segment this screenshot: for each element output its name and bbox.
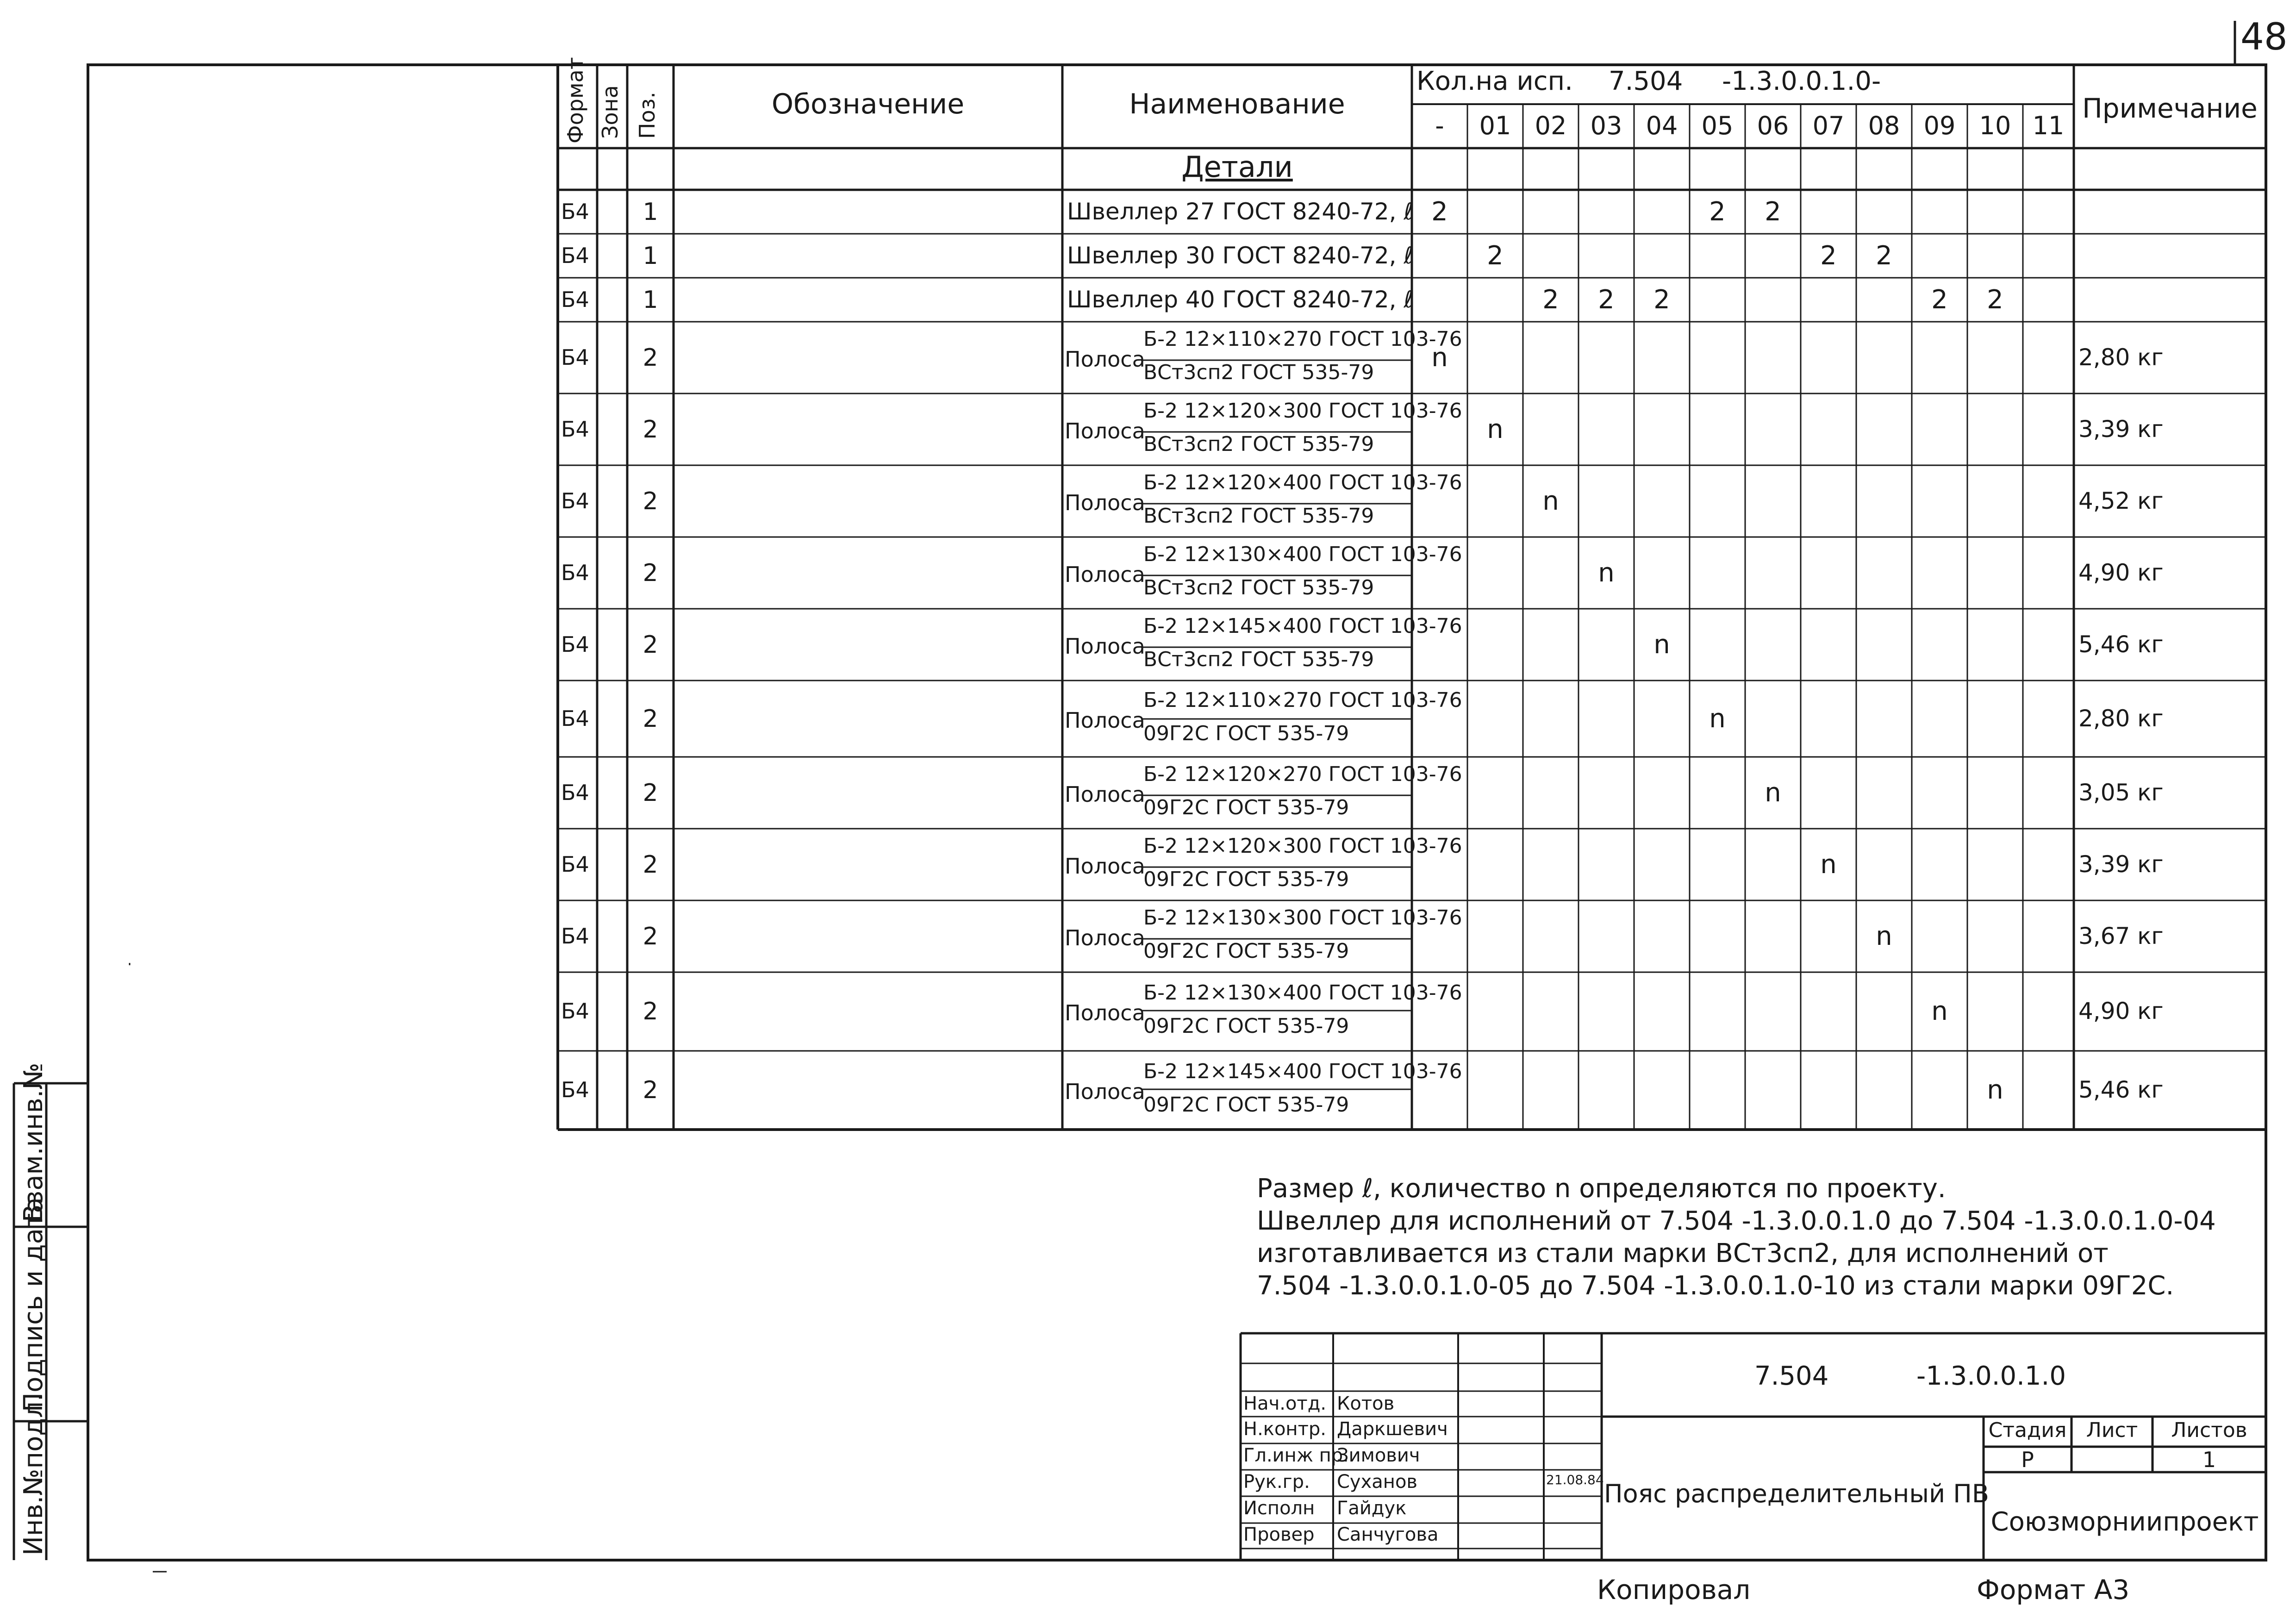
- name-cell: Швеллер 30 ГОСТ 8240-72, ℓ: [1067, 242, 1414, 269]
- note-cell: 5,46 кг: [2078, 631, 2164, 658]
- qty-cell: n: [1765, 777, 1781, 808]
- qty-cell: n: [1987, 1075, 2003, 1105]
- qty-cell: n: [1820, 849, 1837, 880]
- qty-cell: n: [1709, 703, 1726, 734]
- note-cell: 4,90 кг: [2078, 998, 2164, 1024]
- qty-cell: 2: [1876, 240, 1892, 271]
- stamp-role: Исполн: [1243, 1498, 1315, 1519]
- vzam-label: Взам.инв.№: [19, 1062, 49, 1222]
- polosa-label: Полоса: [1065, 853, 1145, 879]
- pos-cell: 1: [643, 286, 658, 314]
- header-qty-label: Кол.на исп.: [1416, 66, 1573, 96]
- format-cell: Б4: [561, 851, 589, 877]
- format-cell: Б4: [561, 416, 589, 442]
- qty-cell: n: [1431, 342, 1448, 373]
- stamp-person-name: Зимович: [1337, 1445, 1420, 1466]
- qty-cell: 2: [1653, 284, 1670, 315]
- polosa-label: Полоса: [1065, 633, 1145, 659]
- format-cell: Б4: [561, 706, 589, 731]
- name-denominator: 09Г2С ГОСТ 535-79: [1143, 1014, 1349, 1038]
- header-pos: Поз.: [635, 92, 660, 139]
- qty-cell: n: [1653, 629, 1670, 660]
- name-denominator: ВСт3сп2 ГОСТ 535-79: [1143, 575, 1374, 600]
- name-numerator: Б-2 12×120×400 ГОСТ 103-76: [1143, 470, 1462, 494]
- header-format: Формат: [563, 57, 588, 144]
- stamp-role: Нач.отд.: [1243, 1393, 1327, 1414]
- qty-cell: 2: [1709, 196, 1726, 227]
- note-cell: 4,90 кг: [2078, 559, 2164, 586]
- qty-cell: 2: [1987, 284, 2003, 315]
- qty-cell: n: [1542, 486, 1559, 516]
- format-cell: Б4: [561, 199, 589, 224]
- format-cell: Б4: [561, 488, 589, 513]
- name-numerator: Б-2 12×120×270 ГОСТ 103-76: [1143, 762, 1462, 786]
- note-cell: 2,80 кг: [2078, 344, 2164, 371]
- name-denominator: 09Г2С ГОСТ 535-79: [1143, 795, 1349, 819]
- note-cell: 2,80 кг: [2078, 705, 2164, 732]
- format-cell: Б4: [561, 560, 589, 585]
- polosa-label: Полоса: [1065, 418, 1145, 443]
- stamp-person-name: Гайдук: [1337, 1498, 1407, 1519]
- qty-col-header: 03: [1590, 111, 1622, 140]
- stamp-org: Союзморниипроект: [1990, 1507, 2259, 1537]
- qty-col-header: 07: [1812, 111, 1845, 140]
- header-note: Примечание: [2082, 93, 2258, 124]
- copied-label: Копировал: [1597, 1574, 1751, 1605]
- stamp-role: Провер: [1243, 1524, 1315, 1545]
- stamp-code: 7.504: [1754, 1361, 1829, 1391]
- sheet-number: 48: [2240, 15, 2288, 58]
- note-line-4: 7.504 -1.3.0.0.1.0-05 до 7.504 -1.3.0.0.1.0-10 из стали марки 09Г2С.: [1257, 1271, 2174, 1301]
- pos-cell: 2: [643, 631, 658, 659]
- inv-no-label: Инв.№подл.: [19, 1393, 49, 1555]
- stage-label: Стадия: [1988, 1418, 2067, 1442]
- qty-cell: 2: [1431, 196, 1448, 227]
- stamp-date: 21.08.84: [1546, 1472, 1604, 1487]
- format-cell: Б4: [561, 1077, 589, 1102]
- polosa-label: Полоса: [1065, 781, 1145, 807]
- qty-col-header: 04: [1646, 111, 1678, 140]
- pos-cell: 2: [643, 850, 658, 879]
- stamp-person-name: Даркшевич: [1337, 1418, 1448, 1440]
- format-cell: Б4: [561, 923, 589, 949]
- pos-cell: 2: [643, 922, 658, 950]
- name-denominator: ВСт3сп2 ГОСТ 535-79: [1143, 432, 1374, 456]
- note-cell: 3,39 кг: [2078, 415, 2164, 443]
- qty-cell: 2: [1542, 284, 1559, 315]
- qty-col-header: 11: [2032, 111, 2065, 140]
- stamp-role: Рук.гр.: [1243, 1471, 1310, 1493]
- polosa-label: Полоса: [1065, 1000, 1145, 1025]
- name-denominator: 09Г2С ГОСТ 535-79: [1143, 939, 1349, 963]
- pos-cell: 2: [643, 1076, 658, 1104]
- qty-cell: n: [1487, 414, 1504, 444]
- qty-cell: 2: [1765, 196, 1781, 227]
- note-cell: 3,39 кг: [2078, 850, 2164, 878]
- sign-date-label: Подпись и дата: [19, 1197, 49, 1412]
- qty-cell: n: [1876, 921, 1892, 951]
- polosa-label: Полоса: [1065, 925, 1145, 950]
- name-denominator: ВСт3сп2 ГОСТ 535-79: [1143, 647, 1374, 671]
- qty-cell: 2: [1820, 240, 1837, 271]
- format-cell: Б4: [561, 780, 589, 805]
- name-numerator: Б-2 12×110×270 ГОСТ 103-76: [1143, 327, 1462, 351]
- qty-cell: 2: [1487, 240, 1504, 271]
- stage-value: Р: [2021, 1447, 2034, 1472]
- stamp-role: Н.контр.: [1243, 1418, 1326, 1440]
- pos-cell: 1: [643, 198, 658, 226]
- pos-cell: 2: [643, 998, 658, 1025]
- polosa-label: Полоса: [1065, 707, 1145, 733]
- name-denominator: 09Г2С ГОСТ 535-79: [1143, 1093, 1349, 1117]
- name-denominator: 09Г2С ГОСТ 535-79: [1143, 721, 1349, 745]
- polosa-label: Полоса: [1065, 346, 1145, 372]
- qty-col-header: -: [1435, 111, 1444, 140]
- note-line-3: изготавливается из стали марки ВСт3сп2, для исполнений от: [1257, 1238, 2109, 1268]
- qty-col-header: 08: [1868, 111, 1900, 140]
- qty-col-header: 06: [1757, 111, 1789, 140]
- name-numerator: Б-2 12×130×400 ГОСТ 103-76: [1143, 542, 1462, 566]
- header-designation: Обозначение: [771, 88, 965, 120]
- polosa-label: Полоса: [1065, 562, 1145, 587]
- header-zone: Зона: [598, 85, 623, 139]
- header-name: Наименование: [1129, 88, 1345, 120]
- qty-col-header: 02: [1535, 111, 1567, 140]
- pos-cell: 2: [643, 487, 658, 515]
- name-numerator: Б-2 12×145×400 ГОСТ 103-76: [1143, 614, 1462, 638]
- qty-col-header: 01: [1479, 111, 1511, 140]
- note-cell: 4,52 кг: [2078, 487, 2164, 514]
- qty-col-header: 10: [1979, 111, 2011, 140]
- note-cell: 3,05 кг: [2078, 779, 2164, 806]
- format-cell: Б4: [561, 287, 589, 312]
- name-numerator: Б-2 12×130×300 ГОСТ 103-76: [1143, 906, 1462, 930]
- note-line-1: Размер ℓ, количество n определяются по проекту.: [1257, 1174, 1946, 1204]
- stamp-role: Гл.инж пр.: [1243, 1445, 1349, 1466]
- pos-cell: 2: [643, 559, 658, 587]
- header-code-base: 7.504: [1609, 66, 1683, 96]
- qty-cell: n: [1598, 557, 1615, 588]
- name-denominator: ВСт3сп2 ГОСТ 535-79: [1143, 504, 1374, 528]
- note-cell: 5,46 кг: [2078, 1076, 2164, 1103]
- format-cell: Б4: [561, 344, 589, 370]
- name-numerator: Б-2 12×110×270 ГОСТ 103-76: [1143, 688, 1462, 712]
- polosa-label: Полоса: [1065, 1079, 1145, 1104]
- format-cell: Б4: [561, 999, 589, 1024]
- format-label: Формат А3: [1977, 1574, 2130, 1605]
- qty-col-header: 09: [1923, 111, 1956, 140]
- note-cell: 3,67 кг: [2078, 922, 2164, 949]
- format-cell: Б4: [561, 631, 589, 657]
- section-title: Детали: [1181, 150, 1293, 184]
- qty-cell: n: [1931, 996, 1948, 1026]
- stamp-code-suffix: -1.3.0.0.1.0: [1916, 1361, 2066, 1391]
- name-numerator: Б-2 12×130×400 ГОСТ 103-76: [1143, 981, 1462, 1005]
- pos-cell: 2: [643, 415, 658, 443]
- polosa-label: Полоса: [1065, 490, 1145, 515]
- sheet-label: Лист: [2086, 1418, 2138, 1442]
- note-line-2: Швеллер для исполнений от 7.504 -1.3.0.0.1.0 до 7.504 -1.3.0.0.1.0-04: [1257, 1206, 2216, 1236]
- name-denominator: ВСт3сп2 ГОСТ 535-79: [1143, 360, 1374, 384]
- stamp-person-name: Санчугова: [1337, 1524, 1439, 1545]
- stamp-person-name: Суханов: [1337, 1471, 1417, 1493]
- name-cell: Швеллер 40 ГОСТ 8240-72, ℓ: [1067, 286, 1414, 313]
- qty-cell: 2: [1931, 284, 1948, 315]
- name-numerator: Б-2 12×120×300 ГОСТ 103-76: [1143, 399, 1462, 423]
- sheets-value: 1: [2202, 1447, 2216, 1472]
- format-cell: Б4: [561, 243, 589, 268]
- name-denominator: 09Г2С ГОСТ 535-79: [1143, 867, 1349, 891]
- pos-cell: 2: [643, 344, 658, 372]
- name-numerator: Б-2 12×145×400 ГОСТ 103-76: [1143, 1060, 1462, 1083]
- header-code-suffix: -1.3.0.0.1.0-: [1722, 66, 1881, 96]
- qty-cell: 2: [1598, 284, 1615, 315]
- stamp-person-name: Котов: [1337, 1393, 1395, 1414]
- name-numerator: Б-2 12×120×300 ГОСТ 103-76: [1143, 834, 1462, 858]
- pos-cell: 1: [643, 242, 658, 270]
- name-cell: Швеллер 27 ГОСТ 8240-72, ℓ: [1067, 198, 1414, 225]
- qty-col-header: 05: [1701, 111, 1734, 140]
- stamp-title: Пояс распределительный ПВ: [1604, 1479, 1989, 1508]
- pos-cell: 2: [643, 705, 658, 733]
- pos-cell: 2: [643, 779, 658, 807]
- sheets-label: Листов: [2171, 1418, 2247, 1442]
